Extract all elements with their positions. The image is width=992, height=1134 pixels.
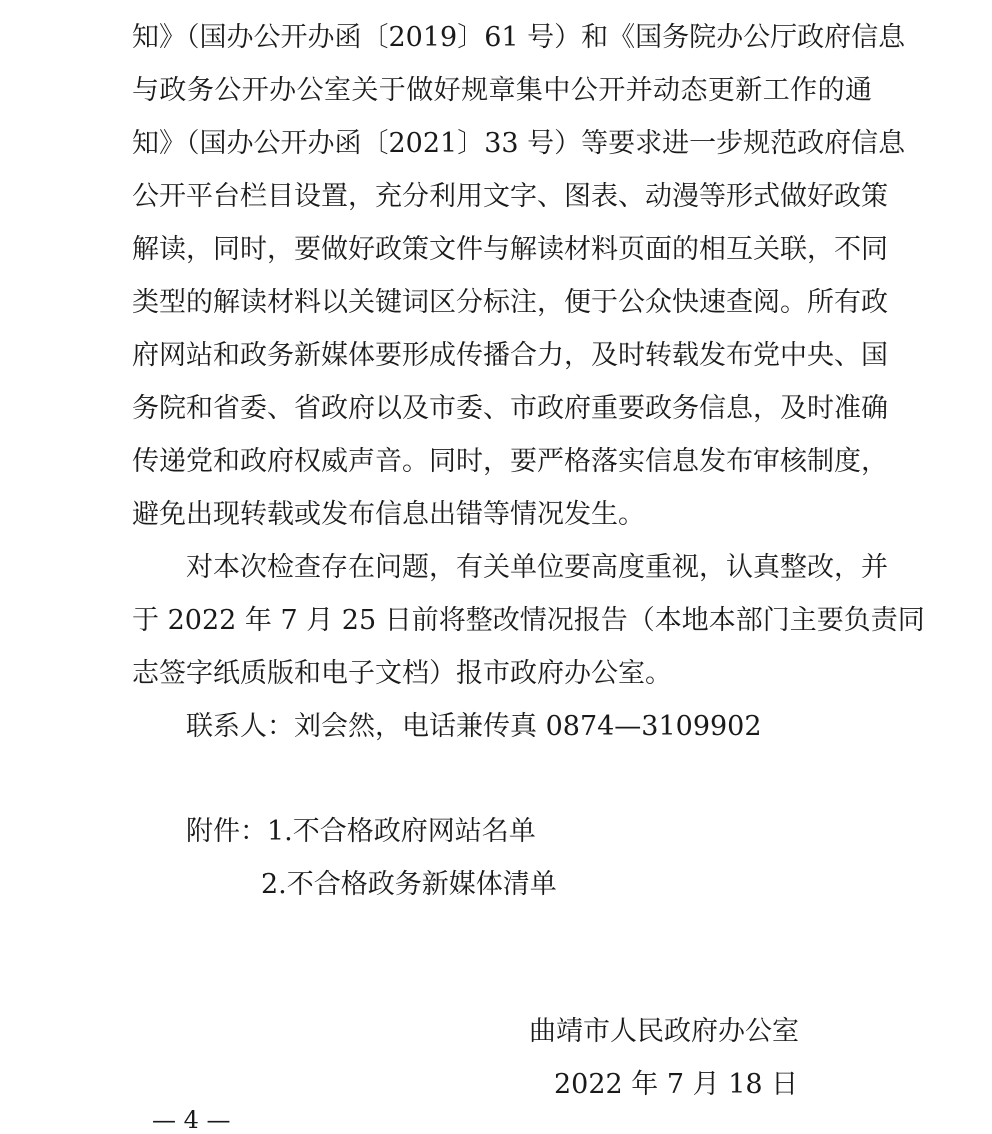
body-line: 传递党和政府权威声音。同时，要严格落实信息发布审核制度，: [132, 446, 888, 477]
body-line: 与政务公开办公室关于做好规章集中公开并动态更新工作的通: [132, 75, 872, 106]
rectification-line: 于 2022 年 7 月 25 日前将整改情况报告（本地本部门主要负责同: [132, 605, 925, 636]
rectification-line: 对本次检查存在问题，有关单位要高度重视，认真整改，并: [186, 552, 888, 583]
body-line: 解读，同时，要做好政策文件与解读材料页面的相互关联，不同: [132, 234, 888, 265]
body-line: 知》（国办公开办函〔2021〕33 号）等要求进一步规范政府信息: [132, 128, 906, 159]
body-line: 知》（国办公开办函〔2019〕61 号）和《国务院办公厅政府信息: [132, 22, 906, 53]
attachment-item: 附件：1.不合格政府网站名单: [186, 816, 536, 847]
body-line: 类型的解读材料以关键词区分标注，便于公众快速查阅。所有政: [132, 287, 888, 318]
issuing-organization: 曲靖市人民政府办公室: [529, 1016, 799, 1047]
contact-info: 联系人：刘会然，电话兼传真 0874—3109902: [186, 711, 762, 742]
body-line: 避免出现转载或发布信息出错等情况发生。: [132, 499, 645, 530]
issue-date: 2022 年 7 月 18 日: [554, 1069, 799, 1100]
body-line: 府网站和政务新媒体要形成传播合力，及时转载发布党中央、国: [132, 340, 888, 371]
attachment-item: 2.不合格政务新媒体清单: [261, 869, 557, 900]
page-number: — 4 —: [152, 1106, 231, 1134]
body-line: 务院和省委、省政府以及市委、市政府重要政务信息，及时准确: [132, 393, 888, 424]
body-line: 公开平台栏目设置，充分利用文字、图表、动漫等形式做好政策: [132, 181, 888, 212]
rectification-line: 志签字纸质版和电子文档）报市政府办公室。: [132, 658, 672, 689]
